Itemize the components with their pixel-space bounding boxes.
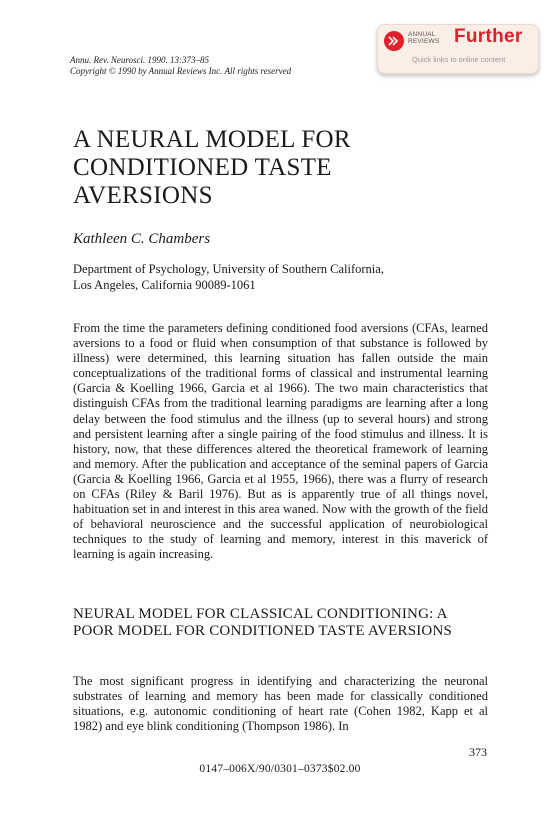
- annual-reviews-logo-icon: [384, 31, 404, 51]
- further-label: Further: [454, 26, 523, 47]
- footer-code: 0147–006X/90/0301–0373$02.00: [199, 763, 361, 775]
- further-tagline: Quick links to online content: [412, 55, 506, 64]
- annual-reviews-further-badge[interactable]: [377, 24, 539, 74]
- intro-paragraph: From the time the parameters defining conditioned food aversions (CFAs, learned aversions to a food or fluid when consumption of that substance is followed by illness) were determined, this learning situation has fallen outside the main conceptualizations of the traditional forms of classical and instrumental learning (Garcia & Koelling 1966, Garcia et al 1966). The two main characteristics that distinguish CFAs from the traditional learning paradigms are learning after a long delay between the food stimulus and the illness (up to several hours) and strong and persistent learning after a single pairing of the food stimulus and illness. It is history, now, that these differences altered the theoretical framework of learning and memory. After the publication and acceptance of the seminal papers of Garcia (Garcia & Koelling 1966, Garcia et al 1955, 1966), there was a flurry of research on CFAs (Riley & Baril 1976). But as is apparently true of all things novel, habituation set in and interest in this area waned. Now with the growth of the field of behavioral neuroscience and the successful application of neurobiological techniques to the study of learning and memory, interest in this maverick of learning is again increasing.: [73, 321, 488, 562]
- copyright-line: Copyright © 1990 by Annual Reviews Inc. All rights reserved: [70, 66, 292, 76]
- article-title: A NEURAL MODEL FOR CONDITIONED TASTE AVERSIONS: [73, 126, 351, 209]
- reviews-label: REVIEWS: [408, 38, 440, 45]
- journal-citation-block: [70, 55, 370, 77]
- journal-citation: Annu. Rev. Neurosci. 1990. 13:373–85: [70, 55, 209, 65]
- affiliation-line-2: Los Angeles, California 90089-1061: [73, 278, 256, 292]
- page-number: 373: [469, 745, 487, 759]
- author-name: Kathleen C. Chambers: [73, 231, 211, 247]
- affiliation-line-1: Department of Psychology, University of Southern California,: [73, 262, 384, 276]
- author-affiliation: [73, 261, 493, 293]
- section-paragraph: The most significant progress in identifying and characterizing the neuronal substrates of learning and memory has been made for classically conditioned situations, e.g. autonomic conditioning of heart rate (Cohen 1982, Kapp et al 1982) and eye blink conditioning (Thompson 1986). In: [73, 674, 488, 734]
- annual-label: ANNUAL: [408, 31, 436, 38]
- section-heading: NEURAL MODEL FOR CLASSICAL CONDITIONING: A POOR MODEL FOR CONDITIONED TASTE AVERSIONS: [73, 606, 453, 639]
- annual-reviews-wordmark: [408, 31, 439, 45]
